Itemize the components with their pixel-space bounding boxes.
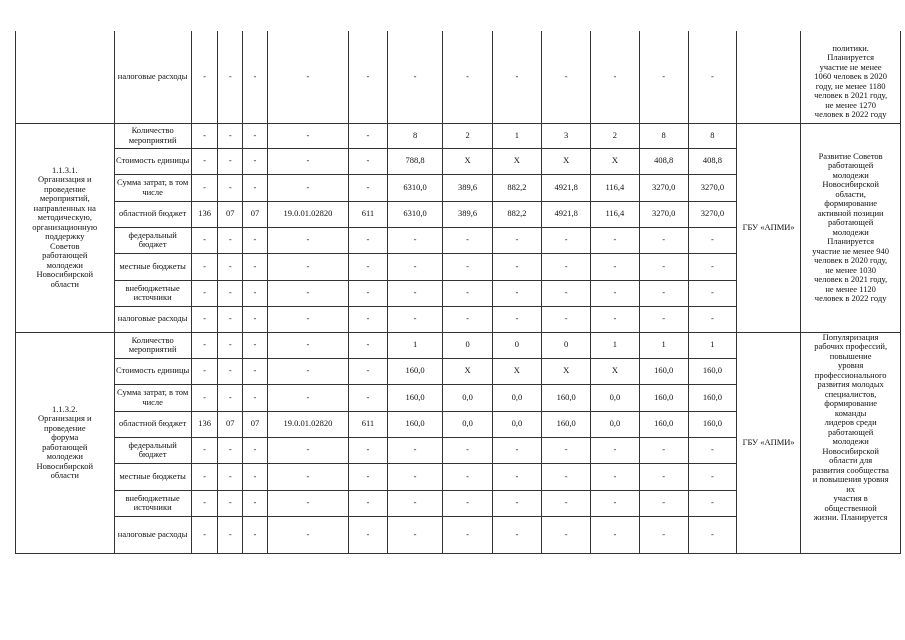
value-cell: X bbox=[591, 358, 639, 384]
value-cell: 0 bbox=[492, 332, 541, 358]
activity-line: Новосибирской bbox=[36, 269, 94, 280]
description-line: работающей bbox=[827, 160, 874, 170]
description-line: Развитие Советов bbox=[818, 150, 883, 161]
value-cell: - bbox=[492, 490, 541, 516]
value-cell: - bbox=[349, 332, 388, 358]
value-cell: 19.0.01.02820 bbox=[267, 201, 348, 227]
value-cell: 408,8 bbox=[639, 148, 688, 174]
value-cell: - bbox=[243, 306, 268, 332]
value-cell: - bbox=[387, 490, 443, 516]
description-line: не менее 1120 bbox=[825, 283, 876, 294]
description-line: области, bbox=[835, 188, 866, 199]
value-cell: 07 bbox=[243, 411, 268, 437]
value-cell: - bbox=[218, 306, 243, 332]
value-cell: 07 bbox=[243, 201, 268, 227]
value-cell: X bbox=[443, 358, 492, 384]
description-line: Новосибирской bbox=[822, 179, 879, 189]
value-cell: - bbox=[688, 306, 736, 332]
value-cell: X bbox=[492, 148, 541, 174]
value-cell: 1 bbox=[591, 332, 639, 358]
activity-line: 1.1.3.2. bbox=[52, 403, 78, 414]
value-cell: - bbox=[243, 490, 268, 516]
description-line: и повышения уровня bbox=[812, 474, 889, 484]
value-cell: - bbox=[218, 332, 243, 358]
value-cell: - bbox=[191, 227, 218, 253]
value-cell: - bbox=[267, 332, 348, 358]
value-cell: - bbox=[218, 148, 243, 174]
activity-cell bbox=[16, 31, 115, 123]
indicator-label: областной бюджет bbox=[114, 201, 191, 227]
value-cell: - bbox=[218, 174, 243, 201]
description-line: человек в 2020 году, bbox=[814, 255, 888, 265]
value-cell: - bbox=[267, 31, 348, 123]
description-line: развития сообщества bbox=[812, 464, 889, 475]
value-cell: - bbox=[267, 148, 348, 174]
value-cell: X bbox=[492, 358, 541, 384]
value-cell: - bbox=[243, 253, 268, 280]
value-cell: 4921,8 bbox=[542, 174, 591, 201]
value-cell: - bbox=[443, 490, 492, 516]
value-cell: 2 bbox=[591, 123, 639, 148]
value-cell: - bbox=[688, 280, 736, 306]
activity-line: проведение bbox=[43, 183, 86, 194]
value-cell: - bbox=[191, 174, 218, 201]
value-cell: - bbox=[591, 253, 639, 280]
indicator-label: Сумма затрат, в том числе bbox=[114, 174, 191, 201]
value-cell: - bbox=[542, 437, 591, 463]
value-cell: 160,0 bbox=[542, 411, 591, 437]
indicator-label: Количество мероприятий bbox=[114, 332, 191, 358]
value-cell: - bbox=[191, 463, 218, 490]
value-cell: - bbox=[443, 463, 492, 490]
value-cell: - bbox=[639, 227, 688, 253]
value-cell: - bbox=[191, 437, 218, 463]
description-cell bbox=[801, 31, 901, 123]
value-cell: - bbox=[443, 227, 492, 253]
value-cell: X bbox=[591, 148, 639, 174]
activity-line: области bbox=[50, 470, 79, 480]
indicator-label: внебюджетные источники bbox=[114, 490, 191, 516]
value-cell: 3270,0 bbox=[688, 201, 736, 227]
indicator-label: внебюджетные источники bbox=[114, 280, 191, 306]
value-cell: - bbox=[267, 253, 348, 280]
value-cell: - bbox=[542, 490, 591, 516]
value-cell: - bbox=[349, 516, 388, 553]
value-cell: 160,0 bbox=[639, 358, 688, 384]
indicator-label: местные бюджеты bbox=[114, 463, 191, 490]
value-cell: 160,0 bbox=[542, 384, 591, 411]
description-line: человек в 2022 году bbox=[814, 109, 887, 119]
value-cell: - bbox=[349, 384, 388, 411]
table-row bbox=[16, 332, 901, 358]
value-cell: 1 bbox=[639, 332, 688, 358]
value-cell: 160,0 bbox=[688, 411, 736, 437]
description-line: команды bbox=[834, 407, 867, 418]
value-cell: - bbox=[639, 280, 688, 306]
value-cell: - bbox=[218, 253, 243, 280]
value-cell: - bbox=[542, 306, 591, 332]
value-cell: - bbox=[349, 31, 388, 123]
value-cell: - bbox=[218, 227, 243, 253]
value-cell: - bbox=[492, 253, 541, 280]
indicator-label: местные бюджеты bbox=[114, 253, 191, 280]
value-cell: - bbox=[542, 227, 591, 253]
value-cell: - bbox=[688, 463, 736, 490]
value-cell: - bbox=[492, 31, 541, 123]
description-line: 1060 человек в 2020 bbox=[814, 71, 888, 81]
value-cell: - bbox=[191, 332, 218, 358]
value-cell: - bbox=[387, 253, 443, 280]
value-cell: - bbox=[191, 516, 218, 553]
indicator-label: федеральный бюджет bbox=[114, 437, 191, 463]
value-cell: 160,0 bbox=[639, 384, 688, 411]
description-line: политики. bbox=[832, 42, 869, 53]
value-cell: 160,0 bbox=[688, 358, 736, 384]
value-cell: - bbox=[218, 437, 243, 463]
description-line: развития молодых bbox=[817, 379, 884, 389]
value-cell: - bbox=[191, 490, 218, 516]
value-cell: - bbox=[387, 437, 443, 463]
value-cell: 6310,0 bbox=[387, 201, 443, 227]
value-cell: - bbox=[349, 358, 388, 384]
value-cell: - bbox=[542, 516, 591, 553]
description-line: уровня bbox=[838, 360, 864, 370]
value-cell: 0,0 bbox=[492, 411, 541, 437]
value-cell: - bbox=[191, 358, 218, 384]
description-line: рабочих профессий, bbox=[814, 341, 888, 351]
value-cell: X bbox=[542, 358, 591, 384]
value-cell: 07 bbox=[218, 201, 243, 227]
activity-line: области bbox=[50, 278, 79, 289]
activity-line: молодежи bbox=[46, 451, 83, 461]
description-line: общественной bbox=[824, 502, 877, 513]
value-cell: 8 bbox=[688, 123, 736, 148]
value-cell: - bbox=[387, 227, 443, 253]
description-line: формирование bbox=[824, 398, 878, 408]
value-cell: - bbox=[443, 253, 492, 280]
value-cell: - bbox=[267, 516, 348, 553]
description-line: повышение bbox=[829, 350, 872, 361]
description-line: молодежи bbox=[832, 226, 869, 237]
value-cell: - bbox=[243, 358, 268, 384]
value-cell: - bbox=[542, 463, 591, 490]
activity-line: поддержку bbox=[45, 231, 85, 242]
value-cell: - bbox=[218, 358, 243, 384]
description-line: работающей bbox=[827, 217, 874, 227]
indicator-label: Стоимость единицы bbox=[114, 358, 191, 384]
value-cell: 408,8 bbox=[688, 148, 736, 174]
value-cell: 4921,8 bbox=[542, 201, 591, 227]
executor-cell bbox=[736, 31, 800, 123]
description-line: участие не менее 940 bbox=[812, 245, 890, 256]
activity-line: 1.1.3.1. bbox=[52, 164, 78, 175]
value-cell: 160,0 bbox=[639, 411, 688, 437]
value-cell: - bbox=[243, 174, 268, 201]
value-cell: - bbox=[492, 463, 541, 490]
value-cell: - bbox=[688, 490, 736, 516]
value-cell: 0,0 bbox=[591, 411, 639, 437]
indicator-label: Количество мероприятий bbox=[114, 123, 191, 148]
description-line: молодежи bbox=[832, 169, 869, 180]
value-cell: - bbox=[191, 123, 218, 148]
value-cell: - bbox=[639, 516, 688, 553]
value-cell: - bbox=[191, 280, 218, 306]
activity-line: Новосибирской bbox=[36, 460, 94, 471]
value-cell: - bbox=[542, 253, 591, 280]
value-cell: - bbox=[349, 148, 388, 174]
table-row bbox=[16, 123, 901, 148]
value-cell: - bbox=[443, 516, 492, 553]
value-cell: 8 bbox=[387, 123, 443, 148]
value-cell: 0 bbox=[542, 332, 591, 358]
value-cell: - bbox=[387, 280, 443, 306]
value-cell: - bbox=[492, 227, 541, 253]
value-cell: - bbox=[267, 490, 348, 516]
description-line: человек в 2021 году, bbox=[814, 274, 888, 284]
activity-line: форума bbox=[51, 432, 79, 442]
value-cell: - bbox=[492, 306, 541, 332]
value-cell: 882,2 bbox=[492, 201, 541, 227]
description-line: человек в 2021 году, bbox=[814, 90, 888, 100]
value-cell: - bbox=[267, 358, 348, 384]
value-cell: 1 bbox=[688, 332, 736, 358]
description-cell bbox=[801, 123, 901, 332]
value-cell: 788,8 bbox=[387, 148, 443, 174]
value-cell: - bbox=[492, 280, 541, 306]
value-cell: - bbox=[218, 516, 243, 553]
value-cell: - bbox=[349, 123, 388, 148]
value-cell: - bbox=[387, 516, 443, 553]
description-line: году, не менее 1180 bbox=[815, 80, 886, 91]
value-cell: 160,0 bbox=[688, 384, 736, 411]
description-line: участия в bbox=[833, 493, 868, 503]
value-cell: 8 bbox=[639, 123, 688, 148]
value-cell: - bbox=[639, 306, 688, 332]
value-cell: 160,0 bbox=[387, 384, 443, 411]
executor-cell: ГБУ «АПМИ» bbox=[736, 332, 800, 553]
value-cell: - bbox=[591, 437, 639, 463]
value-cell: - bbox=[688, 227, 736, 253]
description-line: специалистов, bbox=[824, 388, 877, 399]
value-cell: - bbox=[639, 253, 688, 280]
value-cell: 6310,0 bbox=[387, 174, 443, 201]
value-cell: - bbox=[243, 227, 268, 253]
value-cell: - bbox=[688, 516, 736, 553]
value-cell: 160,0 bbox=[387, 358, 443, 384]
indicator-label: налоговые расходы bbox=[114, 516, 191, 553]
value-cell: - bbox=[639, 31, 688, 123]
value-cell: - bbox=[591, 463, 639, 490]
value-cell: - bbox=[243, 280, 268, 306]
activity-line: мероприятий, bbox=[39, 193, 90, 204]
value-cell: 0,0 bbox=[443, 411, 492, 437]
value-cell: - bbox=[591, 306, 639, 332]
description-line: лидеров среди bbox=[824, 417, 877, 427]
value-cell: - bbox=[349, 227, 388, 253]
value-cell: - bbox=[243, 31, 268, 123]
activity-line: методическую, bbox=[37, 212, 92, 223]
description-line: молодежи bbox=[832, 436, 869, 446]
value-cell: - bbox=[591, 490, 639, 516]
value-cell: 882,2 bbox=[492, 174, 541, 201]
value-cell: - bbox=[349, 463, 388, 490]
value-cell: X bbox=[443, 148, 492, 174]
value-cell: - bbox=[191, 148, 218, 174]
value-cell: X bbox=[542, 148, 591, 174]
value-cell: 3270,0 bbox=[639, 174, 688, 201]
value-cell: - bbox=[191, 31, 218, 123]
value-cell: - bbox=[443, 437, 492, 463]
value-cell: - bbox=[191, 384, 218, 411]
value-cell: - bbox=[591, 516, 639, 553]
value-cell: 0,0 bbox=[492, 384, 541, 411]
description-line: работающей bbox=[827, 426, 874, 437]
value-cell: 389,6 bbox=[443, 174, 492, 201]
value-cell: 1 bbox=[387, 332, 443, 358]
value-cell: - bbox=[387, 306, 443, 332]
description-line: профессионального bbox=[814, 369, 887, 380]
description-line: Популяризация bbox=[822, 332, 879, 342]
value-cell: - bbox=[349, 490, 388, 516]
indicator-label: Стоимость единицы bbox=[114, 148, 191, 174]
value-cell: - bbox=[591, 227, 639, 253]
value-cell: - bbox=[639, 490, 688, 516]
value-cell: 611 bbox=[349, 201, 388, 227]
value-cell: - bbox=[267, 123, 348, 148]
value-cell: - bbox=[218, 31, 243, 123]
value-cell: 389,6 bbox=[443, 201, 492, 227]
value-cell: 3270,0 bbox=[639, 201, 688, 227]
activity-line: работающей bbox=[42, 441, 88, 452]
description-line: формирование bbox=[824, 198, 878, 208]
value-cell: - bbox=[443, 31, 492, 123]
value-cell: - bbox=[267, 174, 348, 201]
value-cell: - bbox=[349, 306, 388, 332]
activity-line: Советов bbox=[50, 240, 80, 251]
value-cell: - bbox=[688, 437, 736, 463]
value-cell: 116,4 bbox=[591, 201, 639, 227]
activity-line: молодежи bbox=[46, 259, 83, 270]
description-line: Новосибирской bbox=[822, 445, 879, 456]
indicator-label: Сумма затрат, в том числе bbox=[114, 384, 191, 411]
executor-cell: ГБУ «АПМИ» bbox=[736, 123, 800, 332]
table-row bbox=[16, 31, 901, 123]
value-cell: - bbox=[267, 384, 348, 411]
activity-line: организационную bbox=[32, 221, 98, 232]
activity-line: работающей bbox=[42, 250, 88, 261]
value-cell: 136 bbox=[191, 411, 218, 437]
description-line: участие не менее bbox=[819, 61, 882, 72]
description-line: не менее 1270 bbox=[825, 99, 877, 110]
activity-line: Организация и bbox=[38, 413, 92, 423]
value-cell: - bbox=[267, 437, 348, 463]
value-cell: 0 bbox=[443, 332, 492, 358]
value-cell: - bbox=[243, 384, 268, 411]
description-line: жизни. Планируется bbox=[813, 512, 888, 522]
value-cell: - bbox=[243, 123, 268, 148]
value-cell: 3270,0 bbox=[688, 174, 736, 201]
value-cell: - bbox=[542, 31, 591, 123]
value-cell: - bbox=[639, 437, 688, 463]
value-cell: - bbox=[267, 227, 348, 253]
value-cell: 3 bbox=[542, 123, 591, 148]
description-line: человек в 2022 году bbox=[814, 293, 887, 303]
indicator-label: налоговые расходы bbox=[114, 31, 191, 123]
description-line: не менее 1030 bbox=[825, 264, 877, 275]
value-cell: - bbox=[387, 463, 443, 490]
value-cell: - bbox=[218, 280, 243, 306]
description-line: активной позиции bbox=[817, 207, 884, 218]
value-cell: 160,0 bbox=[387, 411, 443, 437]
value-cell: - bbox=[688, 31, 736, 123]
value-cell: - bbox=[443, 280, 492, 306]
value-cell: - bbox=[218, 490, 243, 516]
activity-line: направленных на bbox=[33, 202, 96, 213]
value-cell: - bbox=[639, 463, 688, 490]
value-cell: - bbox=[243, 516, 268, 553]
value-cell: 116,4 bbox=[591, 174, 639, 201]
value-cell: - bbox=[243, 332, 268, 358]
value-cell: - bbox=[591, 280, 639, 306]
activity-cell bbox=[16, 123, 115, 332]
value-cell: 0,0 bbox=[443, 384, 492, 411]
value-cell: - bbox=[349, 437, 388, 463]
value-cell: - bbox=[492, 437, 541, 463]
value-cell: - bbox=[218, 384, 243, 411]
value-cell: - bbox=[542, 280, 591, 306]
value-cell: - bbox=[191, 253, 218, 280]
indicator-label: федеральный бюджет bbox=[114, 227, 191, 253]
value-cell: - bbox=[267, 306, 348, 332]
description-line: области для bbox=[829, 455, 873, 465]
value-cell: - bbox=[387, 31, 443, 123]
value-cell: 0,0 bbox=[591, 384, 639, 411]
value-cell: - bbox=[218, 123, 243, 148]
value-cell: 1 bbox=[492, 123, 541, 148]
value-cell: 2 bbox=[443, 123, 492, 148]
value-cell: - bbox=[591, 31, 639, 123]
activity-cell bbox=[16, 332, 115, 553]
description-line: Планируется bbox=[827, 52, 875, 62]
value-cell: - bbox=[349, 280, 388, 306]
value-cell: 07 bbox=[218, 411, 243, 437]
value-cell: - bbox=[218, 463, 243, 490]
value-cell: - bbox=[243, 463, 268, 490]
value-cell: - bbox=[443, 306, 492, 332]
description-cell bbox=[801, 332, 901, 553]
value-cell: - bbox=[191, 306, 218, 332]
value-cell: 19.0.01.02820 bbox=[267, 411, 348, 437]
value-cell: - bbox=[267, 463, 348, 490]
indicator-label: налоговые расходы bbox=[114, 306, 191, 332]
value-cell: - bbox=[688, 253, 736, 280]
indicator-label: областной бюджет bbox=[114, 411, 191, 437]
value-cell: - bbox=[349, 174, 388, 201]
value-cell: 611 bbox=[349, 411, 388, 437]
description-line: их bbox=[846, 483, 856, 494]
activity-line: проведение bbox=[43, 422, 86, 433]
value-cell: - bbox=[267, 280, 348, 306]
value-cell: - bbox=[243, 148, 268, 174]
value-cell: 136 bbox=[191, 201, 218, 227]
value-cell: - bbox=[243, 437, 268, 463]
description-line: Планируется bbox=[827, 236, 875, 246]
activity-line: Организация и bbox=[38, 174, 92, 185]
value-cell: - bbox=[492, 516, 541, 553]
value-cell: - bbox=[349, 253, 388, 280]
program-table bbox=[15, 31, 901, 554]
